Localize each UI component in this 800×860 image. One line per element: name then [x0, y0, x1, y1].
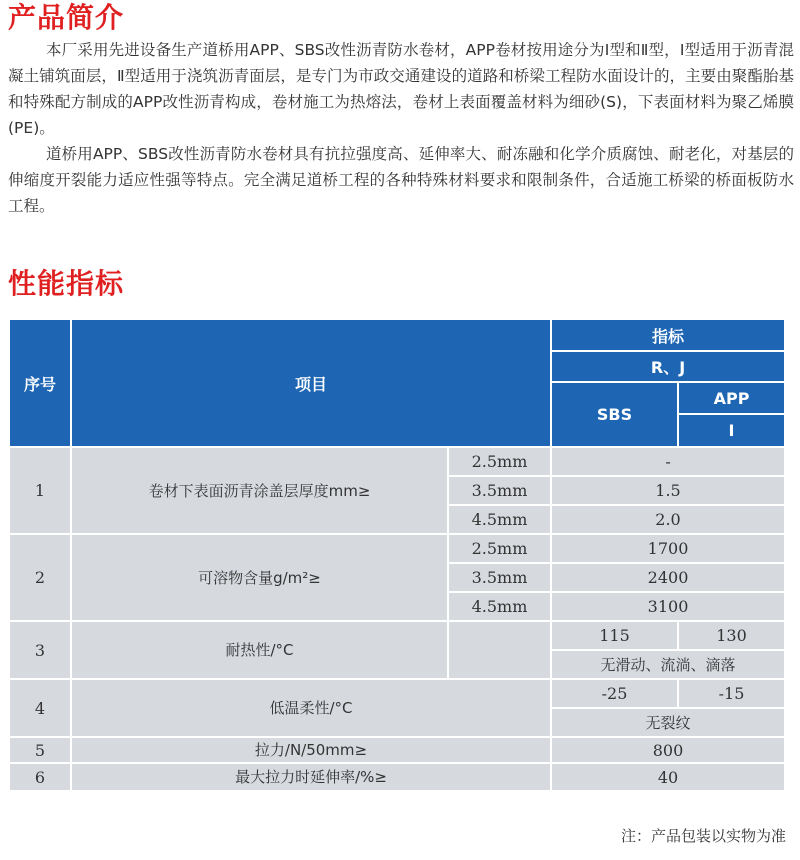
row2-value-2: 2400 — [551, 563, 785, 592]
product-intro-title: 产品简介 — [8, 1, 125, 34]
row2-value-1: 1700 — [551, 534, 785, 563]
row1-value-3: 2.0 — [551, 505, 785, 534]
row2-seq: 2 — [9, 534, 71, 621]
row2-sub-3: 4.5mm — [448, 592, 551, 621]
row2-value-3: 3100 — [551, 592, 785, 621]
row3-sbs: 115 — [551, 621, 678, 650]
performance-table — [8, 318, 786, 792]
row3-app-1: 130 — [678, 621, 785, 650]
row3-item: 耐热性/°C — [71, 621, 448, 679]
packaging-footnote: 注：产品包装以实物为准 — [620, 827, 786, 845]
row2-sub-1: 2.5mm — [448, 534, 551, 563]
row1-seq: 1 — [9, 447, 71, 534]
row3-empty — [448, 621, 551, 679]
header-app-type-1: Ⅰ — [678, 414, 785, 447]
row5-value: 800 — [551, 737, 785, 763]
row1-sub-3: 4.5mm — [448, 505, 551, 534]
row6-item: 最大拉力时延伸率/%≥ — [71, 763, 551, 791]
row6-value: 40 — [551, 763, 785, 791]
row2-sub-2: 3.5mm — [448, 563, 551, 592]
row1-value-2: 1.5 — [551, 476, 785, 505]
header-item: 项目 — [71, 319, 551, 447]
header-indicator: 指标 — [551, 319, 785, 351]
product-intro-text — [8, 37, 794, 219]
row5-item: 拉力/N/50mm≥ — [71, 737, 551, 763]
row5-seq: 5 — [9, 737, 71, 763]
performance-title: 性能指标 — [8, 267, 125, 300]
intro-paragraph-1: 本厂采用先进设备生产道桥用APP、SBS改性沥青防水卷材，APP卷材按用途分为Ⅰ型和Ⅱ型，Ⅰ型适用于沥青混凝土铺筑面层，Ⅱ型适用于浇筑沥青面层，是专门为市政交通建设的道路和桥梁工程防水面设计的，主要由聚酯胎基和特殊配方制成的APP改性沥青构成，卷材施工为热熔法，卷材上表面覆盖材料为细砂(S)，下表面材料为聚乙烯膜(PE)。 — [8, 41, 794, 137]
row6-seq: 6 — [9, 763, 71, 791]
row1-sub-1: 2.5mm — [448, 447, 551, 476]
row4-sbs: -25 — [551, 679, 678, 708]
header-rj: R、J — [551, 351, 785, 382]
row1-item: 卷材下表面沥青涂盖层厚度mm≥ — [71, 447, 448, 534]
header-sbs: SBS — [551, 382, 678, 447]
intro-paragraph-2: 道桥用APP、SBS改性沥青防水卷材具有抗拉强度高、延伸率大、耐冻融和化学介质腐蚀、耐老化，对基层的伸缩度开裂能力适应性强等特点。完全满足道桥工程的各种特殊材料要求和限制条件，合适施工桥梁的桥面板防水工程。 — [8, 145, 794, 215]
header-seq: 序号 — [9, 319, 71, 447]
row2-item: 可溶物含量g/m²≥ — [71, 534, 448, 621]
row3-note: 无滑动、流淌、滴落 — [551, 650, 785, 679]
row4-app-1: -15 — [678, 679, 785, 708]
row1-value-1: - — [551, 447, 785, 476]
row4-note: 无裂纹 — [551, 708, 785, 737]
row4-item: 低温柔性/°C — [71, 679, 551, 737]
row3-seq: 3 — [9, 621, 71, 679]
row1-sub-2: 3.5mm — [448, 476, 551, 505]
header-app: APP — [678, 382, 785, 414]
row4-seq: 4 — [9, 679, 71, 737]
